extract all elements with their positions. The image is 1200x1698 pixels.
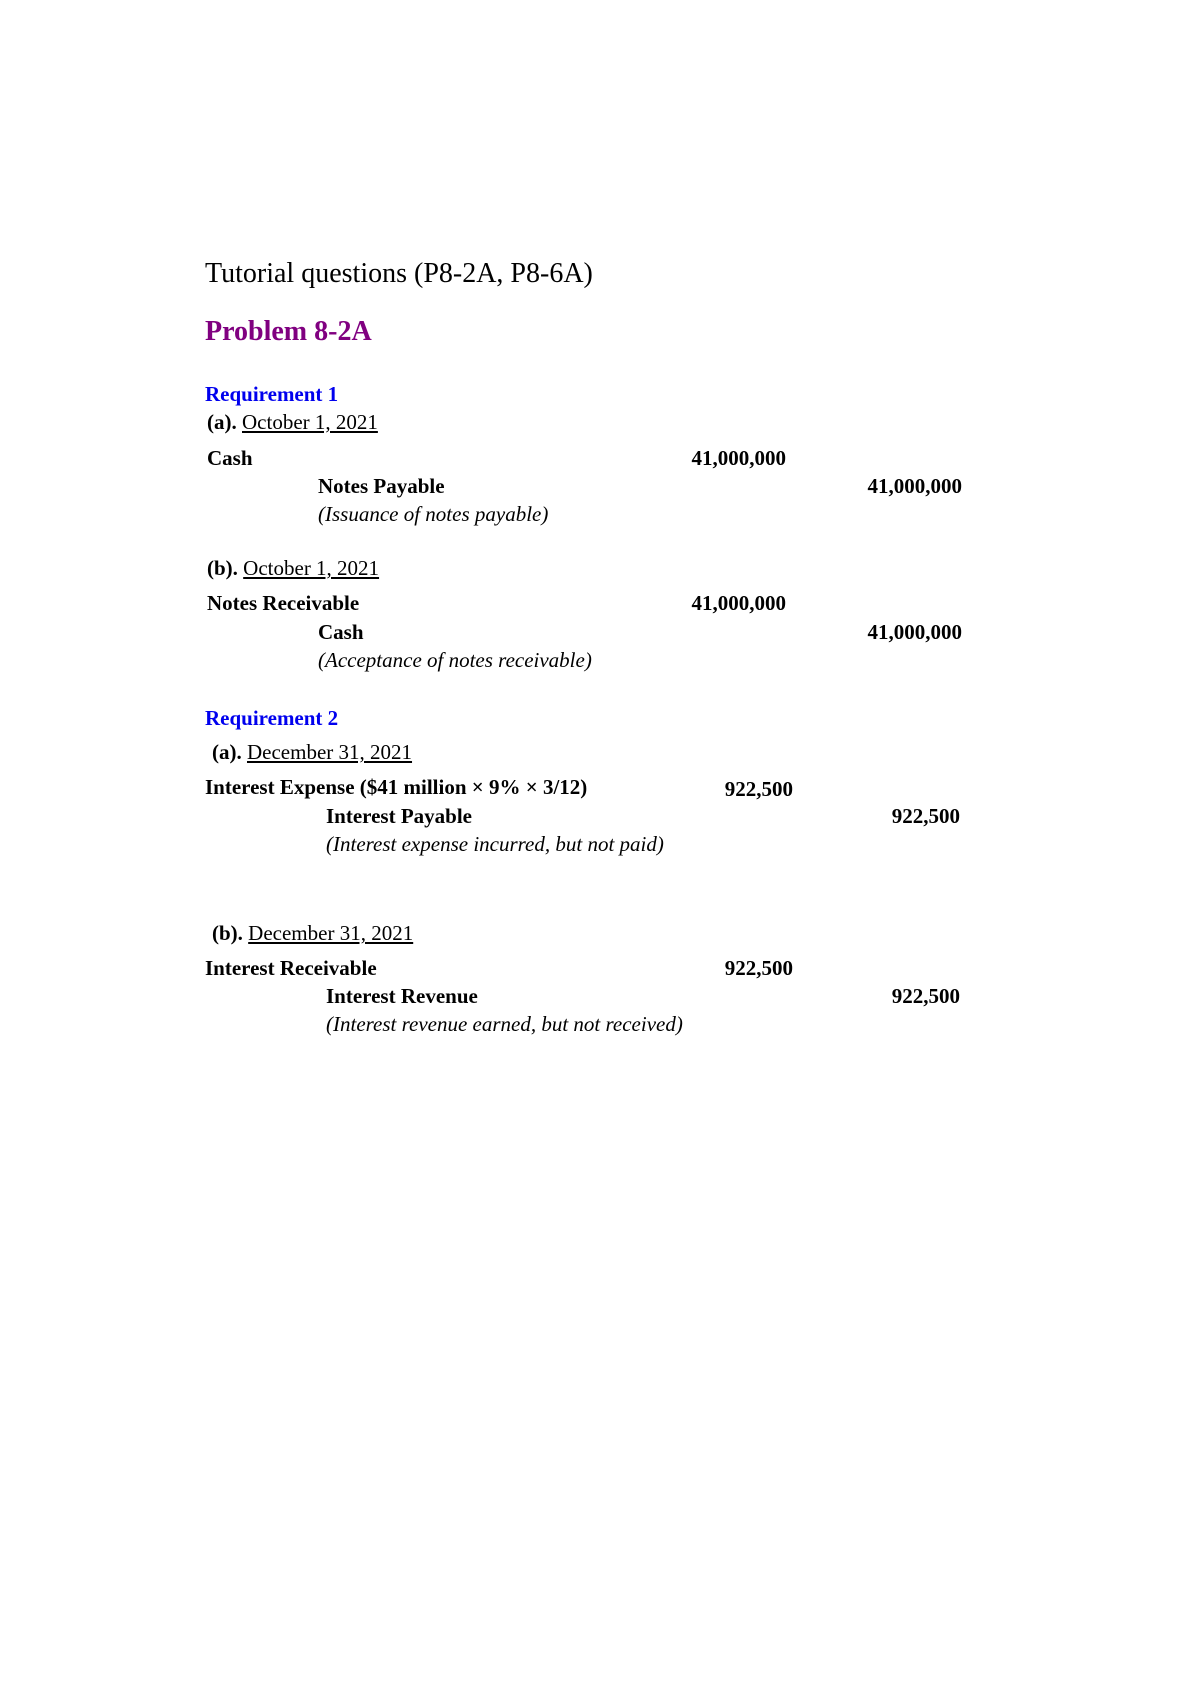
debit-amount: 41,000,000 bbox=[691, 591, 786, 615]
debit-amount: 922,500 bbox=[724, 777, 793, 801]
entry-memo: (Issuance of notes payable) bbox=[318, 502, 549, 526]
credit-amount: 41,000,000 bbox=[867, 474, 962, 498]
req1-entry-a-header bbox=[207, 410, 378, 435]
entry-memo: (Acceptance of notes receivable) bbox=[318, 648, 592, 672]
entry-label: (b). bbox=[207, 556, 238, 580]
entry-label: (b). bbox=[212, 921, 243, 945]
entry-date: October 1, 2021 bbox=[242, 410, 378, 434]
credit-account: Interest Payable bbox=[326, 804, 473, 828]
document-title: Tutorial questions (P8-2A, P8-6A) bbox=[205, 258, 593, 289]
entry-memo: (Interest revenue earned, but not received) bbox=[326, 1012, 683, 1036]
requirement-2-heading: Requirement 2 bbox=[205, 706, 339, 730]
req1-entry-b-header bbox=[207, 556, 379, 581]
entry-memo: (Interest expense incurred, but not paid) bbox=[326, 832, 664, 856]
debit-account: Interest Expense ($41 million × 9% × 3/12) bbox=[205, 775, 588, 799]
debit-account: Cash bbox=[207, 446, 253, 470]
debit-account: Notes Receivable bbox=[207, 591, 360, 615]
problem-title: Problem 8-2A bbox=[205, 316, 372, 347]
entry-label: (a). bbox=[207, 410, 237, 434]
entry-date: October 1, 2021 bbox=[243, 556, 380, 580]
entry-date: December 31, 2021 bbox=[247, 740, 413, 764]
credit-account: Cash bbox=[318, 620, 364, 644]
debit-amount: 922,500 bbox=[724, 956, 793, 980]
entry-label: (a). bbox=[212, 740, 242, 764]
credit-account: Interest Revenue bbox=[326, 984, 478, 1008]
credit-amount: 922,500 bbox=[891, 984, 960, 1008]
req2-entry-a-header bbox=[212, 740, 412, 765]
requirement-1-heading: Requirement 1 bbox=[205, 382, 339, 406]
debit-account: Interest Receivable bbox=[205, 956, 377, 980]
credit-amount: 922,500 bbox=[891, 804, 960, 828]
entry-date: December 31, 2021 bbox=[248, 921, 414, 945]
credit-amount: 41,000,000 bbox=[867, 620, 962, 644]
credit-account: Notes Payable bbox=[318, 474, 445, 498]
req2-entry-b-header bbox=[212, 921, 413, 946]
debit-amount: 41,000,000 bbox=[691, 446, 786, 470]
